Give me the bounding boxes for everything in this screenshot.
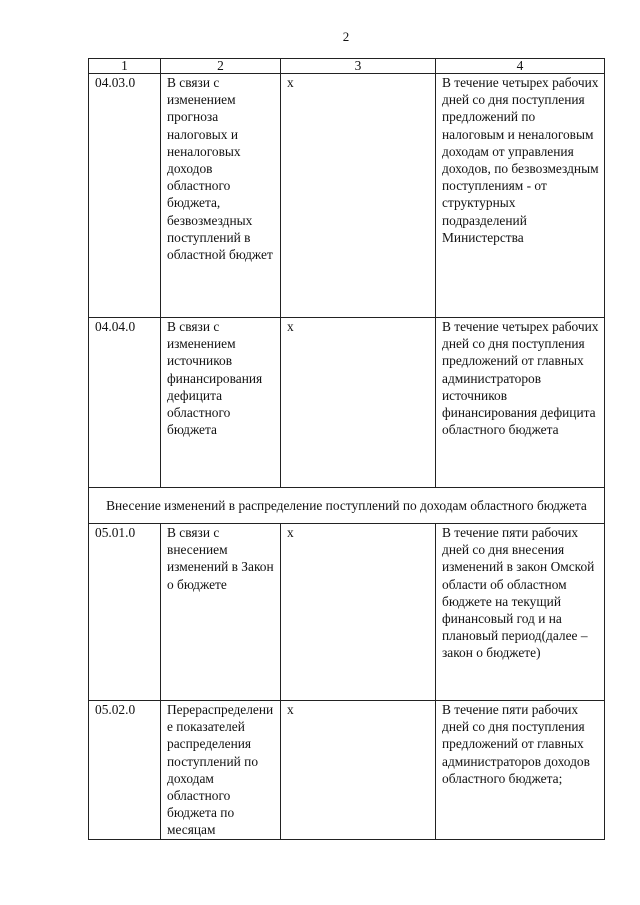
row-code: 04.03.0 — [89, 74, 161, 318]
row-term: В течение четырех рабочих дней со дня поступления предложений от главных администраторов источников финансирования дефицита областного бюджета — [436, 318, 605, 488]
row-reason: Перераспределение показателей распределения поступлений по доходам областного бюджета по месяцам — [161, 701, 281, 840]
row-reason: В связи с изменением источников финансирования дефицита областного бюджета — [161, 318, 281, 488]
column-header-2: 2 — [161, 59, 281, 74]
page-number: 2 — [342, 29, 350, 44]
row-mark: х — [281, 524, 436, 701]
table-row — [89, 524, 605, 701]
row-reason: В связи с внесением изменений в Закон о бюджете — [161, 524, 281, 701]
table-row — [89, 701, 605, 840]
section-title: Внесение изменений в распределение поступлений по доходам областного бюджета — [89, 488, 605, 524]
row-mark: х — [281, 318, 436, 488]
table-row — [89, 318, 605, 488]
row-term: В течение четырех рабочих дней со дня поступления предложений по налоговым и неналоговым доходам от управления доходов, по безвозмездным поступлениям - от структурных подразделений Министерства — [436, 74, 605, 318]
table-row — [89, 74, 605, 318]
row-term: В течение пяти рабочих дней со дня внесения изменений в закон Омской области об областном бюджете на текущий финансовый год и на плановый период(далее – закон о бюджете) — [436, 524, 605, 701]
section-row — [89, 488, 605, 524]
row-reason: В связи с изменением прогноза налоговых и неналоговых доходов областного бюджета, безвозмездных поступлений в областной бюджет — [161, 74, 281, 318]
header-row — [89, 59, 605, 74]
row-code: 05.01.0 — [89, 524, 161, 701]
row-code: 05.02.0 — [89, 701, 161, 840]
column-header-3: 3 — [281, 59, 436, 74]
row-code: 04.04.0 — [89, 318, 161, 488]
procedure-table — [88, 58, 605, 840]
row-term: В течение пяти рабочих дней со дня поступления предложений от главных администраторов доходов областного бюджета; — [436, 701, 605, 840]
column-header-1: 1 — [89, 59, 161, 74]
row-mark: х — [281, 74, 436, 318]
row-mark: х — [281, 701, 436, 840]
column-header-4: 4 — [436, 59, 605, 74]
